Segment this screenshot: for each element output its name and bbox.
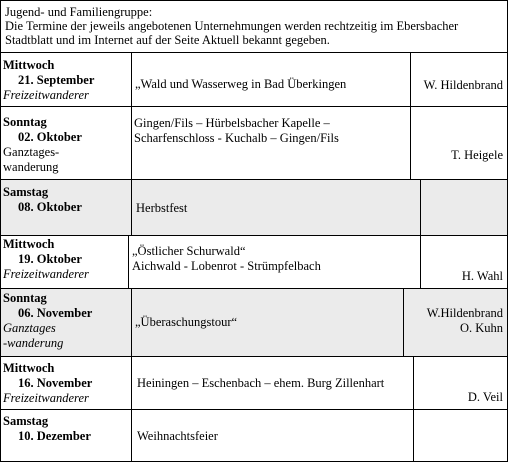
description-cell [132,180,421,235]
intro-text-line: Stadtblatt und im Internet auf der Seite Aktuell bekannt gegeben. [5,33,330,47]
event-description: Heiningen – Eschenbach – ehem. Burg Zillenhart [137,376,385,390]
event-day: Mittwoch [3,58,55,72]
event-description: Gingen/Fils – Hürbelsbacher Kapelle – [134,116,330,130]
event-date: 08. Oktober [18,200,82,214]
event-leader: O. Kuhn [459,321,503,335]
event-day: Mittwoch [3,361,55,375]
date-cell [1,180,132,235]
event-description: Weihnachtsfeier [137,429,218,443]
event-description: Aichwald - Lobenrot - Strümpfelbach [132,259,321,273]
event-description: „Östlicher Schurwald“ [132,244,246,258]
event-row [0,107,508,180]
event-description: Herbstfest [136,201,188,215]
intro-text-line: Die Termine der jeweils angebotenen Unternehmungen werden rechtzeitig im Ebersbacher [5,19,459,33]
event-type: Freizeitwanderer [3,267,89,281]
leader-cell [414,357,507,409]
date-cell [1,410,132,461]
date-cell [1,236,129,288]
event-date: 06. November [18,306,93,320]
event-date: 16. November [18,376,93,390]
date-cell [1,107,132,179]
leader-cell [404,289,507,356]
event-description: Scharfenschloss - Kuchalb – Gingen/Fils [134,131,339,145]
event-day: Mittwoch [3,237,55,251]
event-type: wanderung [3,160,59,174]
leader-cell [421,236,507,288]
event-description: „Wald und Wasserweg in Bad Überkingen [135,77,347,91]
event-type: -wanderung [3,336,64,350]
event-row [0,289,508,357]
event-row [0,357,508,410]
event-leader: T. Heigele [451,148,503,162]
event-row [0,236,508,289]
event-row [0,180,508,236]
leader-cell [411,107,507,179]
event-date: 02. Oktober [18,130,82,144]
event-description: „Überaschungstour“ [135,315,238,329]
event-row [0,53,508,107]
event-day: Sonntag [3,291,47,305]
leader-cell [411,53,507,106]
date-cell [1,53,132,106]
description-cell [132,410,414,461]
event-day: Sonntag [3,115,47,129]
event-day: Samstag [3,185,49,199]
event-type: Ganztages [3,321,56,335]
event-row [0,410,508,462]
date-cell [1,357,132,409]
date-cell [1,289,132,356]
event-date: 19. Oktober [18,252,82,266]
event-type: Freizeitwanderer [3,88,89,102]
event-leader: D. Veil [467,390,503,404]
event-day: Samstag [3,414,49,428]
description-cell [132,289,404,356]
event-leader: W.Hildenbrand [426,306,503,320]
description-cell [132,53,411,106]
event-leader: W. Hildenbrand [423,78,503,92]
event-type: Freizeitwanderer [3,391,89,405]
event-date: 10. Dezember [18,429,91,443]
event-date: 21. September [18,73,95,87]
description-cell [132,357,414,409]
leader-cell [414,410,507,461]
intro-heading: Jugend- und Familiengruppe: [5,5,153,19]
event-type: Ganztages- [3,145,60,159]
intro-box [0,0,508,53]
event-leader: H. Wahl [461,269,503,283]
description-cell [132,107,411,179]
description-cell [129,236,421,288]
leader-cell [421,180,507,235]
